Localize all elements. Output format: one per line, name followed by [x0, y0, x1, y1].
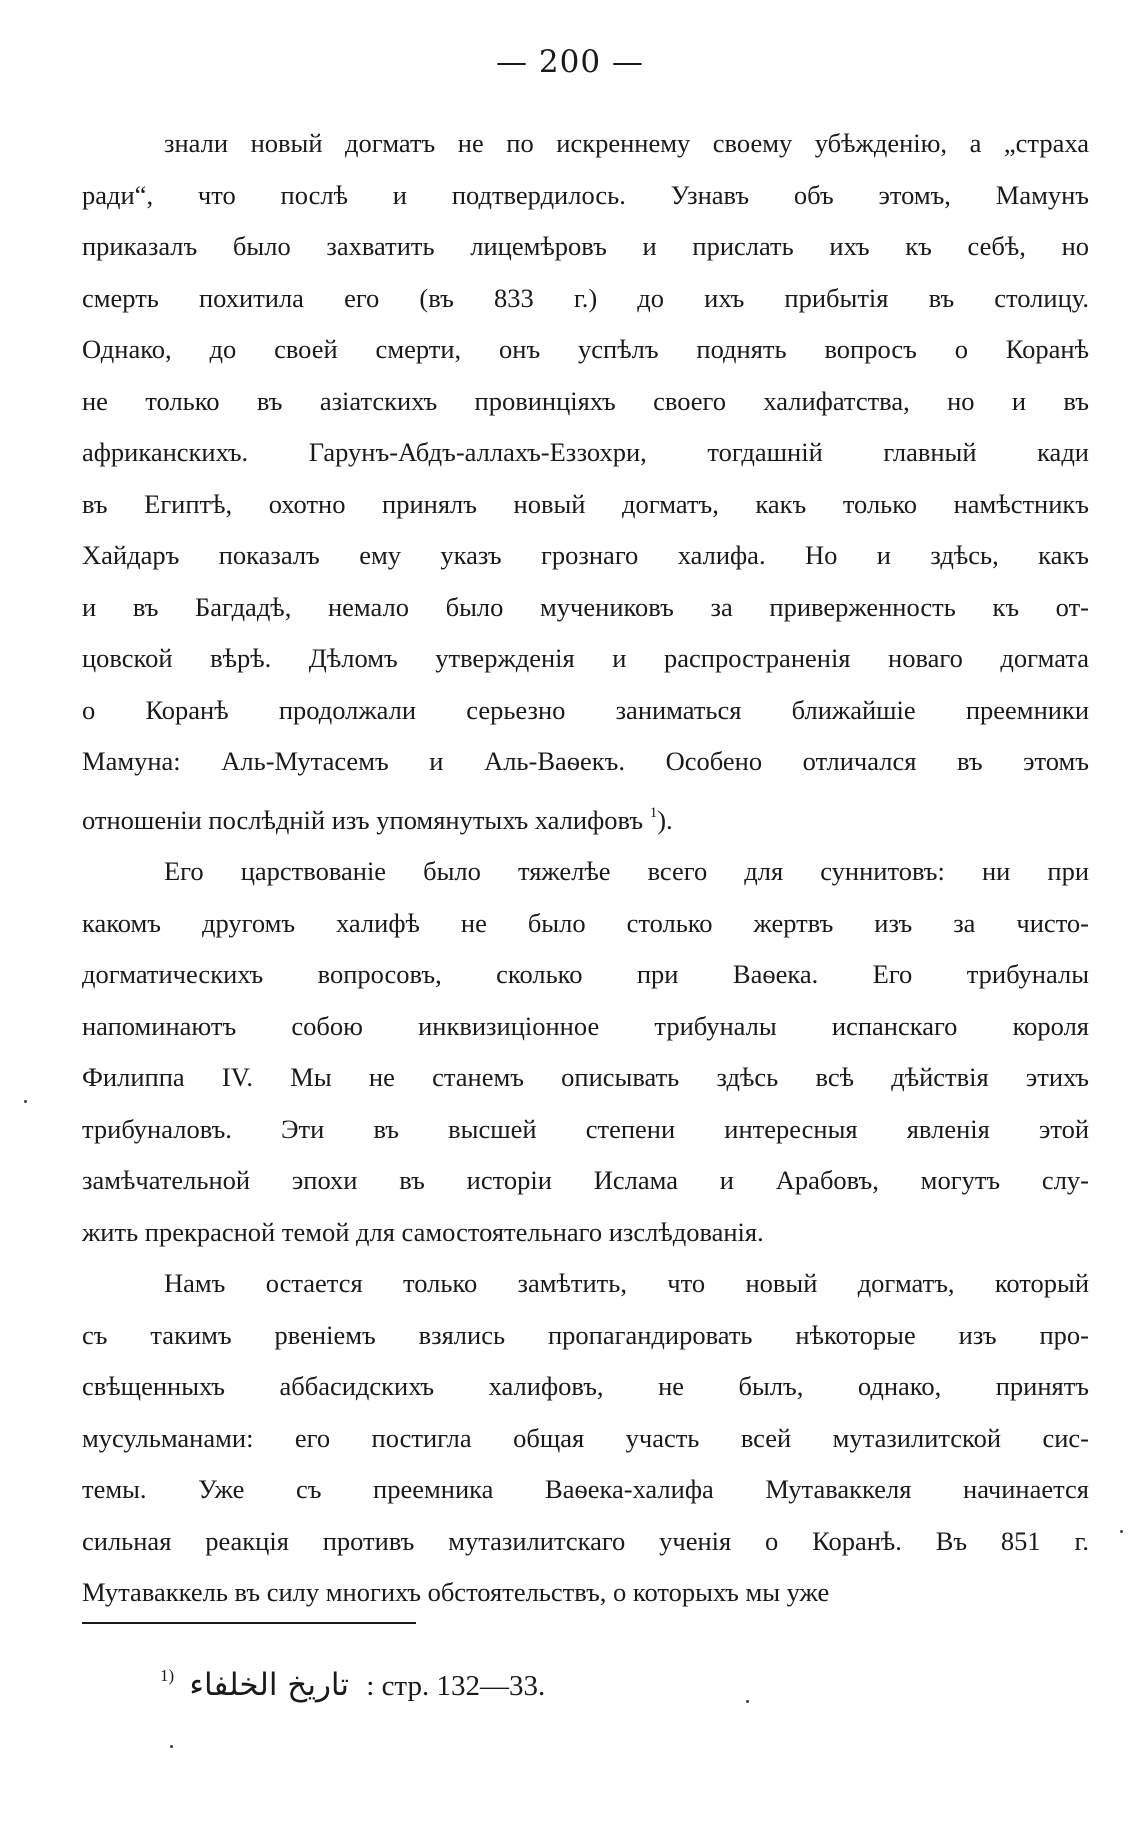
text-line: догматическихъ вопросовъ, сколько при Ваѳека. Его трибуналы: [82, 959, 1089, 989]
text-line: приказалъ было захватить лицемѣровъ и прислать ихъ къ себѣ, но: [82, 231, 1089, 261]
text-line: жить прекрасной темой для самостоятельнаго изслѣдованія.: [82, 1216, 764, 1247]
text-line: въ Египтѣ, охотно принялъ новый догматъ, какъ только намѣстникъ: [82, 488, 1089, 519]
text-line: свѣщенныхъ аббасидскихъ халифовъ, не былъ, однако, принятъ: [82, 1371, 1089, 1401]
body-text: [82, 118, 1089, 1619]
text-line: Мамуна: Аль-Мутасемъ и Аль-Ваѳекъ. Особено отличался въ этомъ: [82, 746, 1089, 776]
paragraph: [82, 846, 1089, 1258]
footnote-separator: :: [366, 1670, 375, 1702]
text-line: цовской вѣрѣ. Дѣломъ утвержденія и распространенія новаго догмата: [82, 643, 1089, 673]
footnote-divider: [82, 1622, 416, 1624]
text-line: Мутаваккель въ силу многихъ обстоятельствъ, о которыхъ мы уже: [82, 1577, 830, 1607]
scan-speck: [1120, 1530, 1123, 1533]
text-line: знали новый догматъ не по искреннему своему убѣжденію, а „страха: [164, 128, 1089, 158]
text-line: какомъ другомъ халифѣ не было столько жертвъ изъ за чисто-: [82, 907, 1089, 938]
text-line: африканскихъ. Гарунъ-Абдъ-аллахъ-Еззохри, тогдашній главный кади: [82, 437, 1089, 467]
page-number: — 200 —: [496, 44, 644, 80]
text-line: Намъ остается только замѣтить, что новый догматъ, который: [164, 1268, 1089, 1298]
text-line: трибуналовъ. Эти въ высшей степени интересныя явленія этой: [82, 1113, 1089, 1144]
text-line: и въ Багдадѣ, немало было мучениковъ за приверженность къ от-: [82, 591, 1089, 622]
text-line: о Коранѣ продолжали серьезно заниматься ближайшіе преемники: [82, 694, 1089, 725]
text-line: Его царствованіе было тяжелѣе всего для суннитовъ: ни при: [164, 856, 1089, 886]
text-line: темы. Уже съ преемника Ваѳека-халифа Мутаваккеля начинается: [82, 1474, 1089, 1504]
scan-speck: [170, 1745, 173, 1748]
text-line: смерть похитила его (въ 833 г.) до ихъ прибытія въ столицу.: [82, 282, 1089, 313]
text-line: замѣчательной эпохи въ исторіи Ислама и Арабовъ, могутъ слу-: [82, 1165, 1089, 1195]
text-line: мусульманами: его постигла общая участь всей мутазилитской сис-: [82, 1422, 1089, 1453]
text-line: не только въ азіатскихъ провинціяхъ своего халифатства, но и въ: [82, 385, 1089, 416]
paragraph: [82, 118, 1089, 846]
text-line: Хайдаръ показалъ ему указъ грознаго халифа. Но и здѣсь, какъ: [82, 540, 1089, 570]
scan-speck: [24, 1100, 27, 1103]
text-line: сильная реакція противъ мутазилитскаго ученія о Коранѣ. Въ 851 г.: [82, 1525, 1089, 1556]
footnote-reference[interactable]: 1: [649, 804, 658, 821]
footnote-pages: стр. 132—33.: [381, 1670, 546, 1702]
text-line: Филиппа IV. Мы не станемъ описывать здѣсь всѣ дѣйствія этихъ: [82, 1062, 1089, 1092]
text-line: съ такимъ рвеніемъ взялись пропагандировать нѣкоторые изъ про-: [82, 1319, 1089, 1350]
text-line: ради“, что послѣ и подтвердилось. Узнавъ объ этомъ, Мамунъ: [82, 179, 1089, 210]
footnote: [160, 1666, 545, 1703]
footnote-arabic-title: تاريخ الخلفاء: [189, 1667, 349, 1703]
scan-speck: [746, 1700, 749, 1703]
text-line: напоминаютъ собою инквизиціонное трибуналы испанскаго короля: [82, 1010, 1089, 1041]
paragraph: [82, 1258, 1089, 1619]
text-line: отношеніи послѣдній изъ упомянутыхъ халифовъ $^1$).: [82, 804, 673, 835]
text-line: Однако, до своей смерти, онъ успѣлъ поднять вопросъ о Коранѣ: [82, 334, 1089, 364]
footnote-marker: 1): [160, 1666, 175, 1685]
